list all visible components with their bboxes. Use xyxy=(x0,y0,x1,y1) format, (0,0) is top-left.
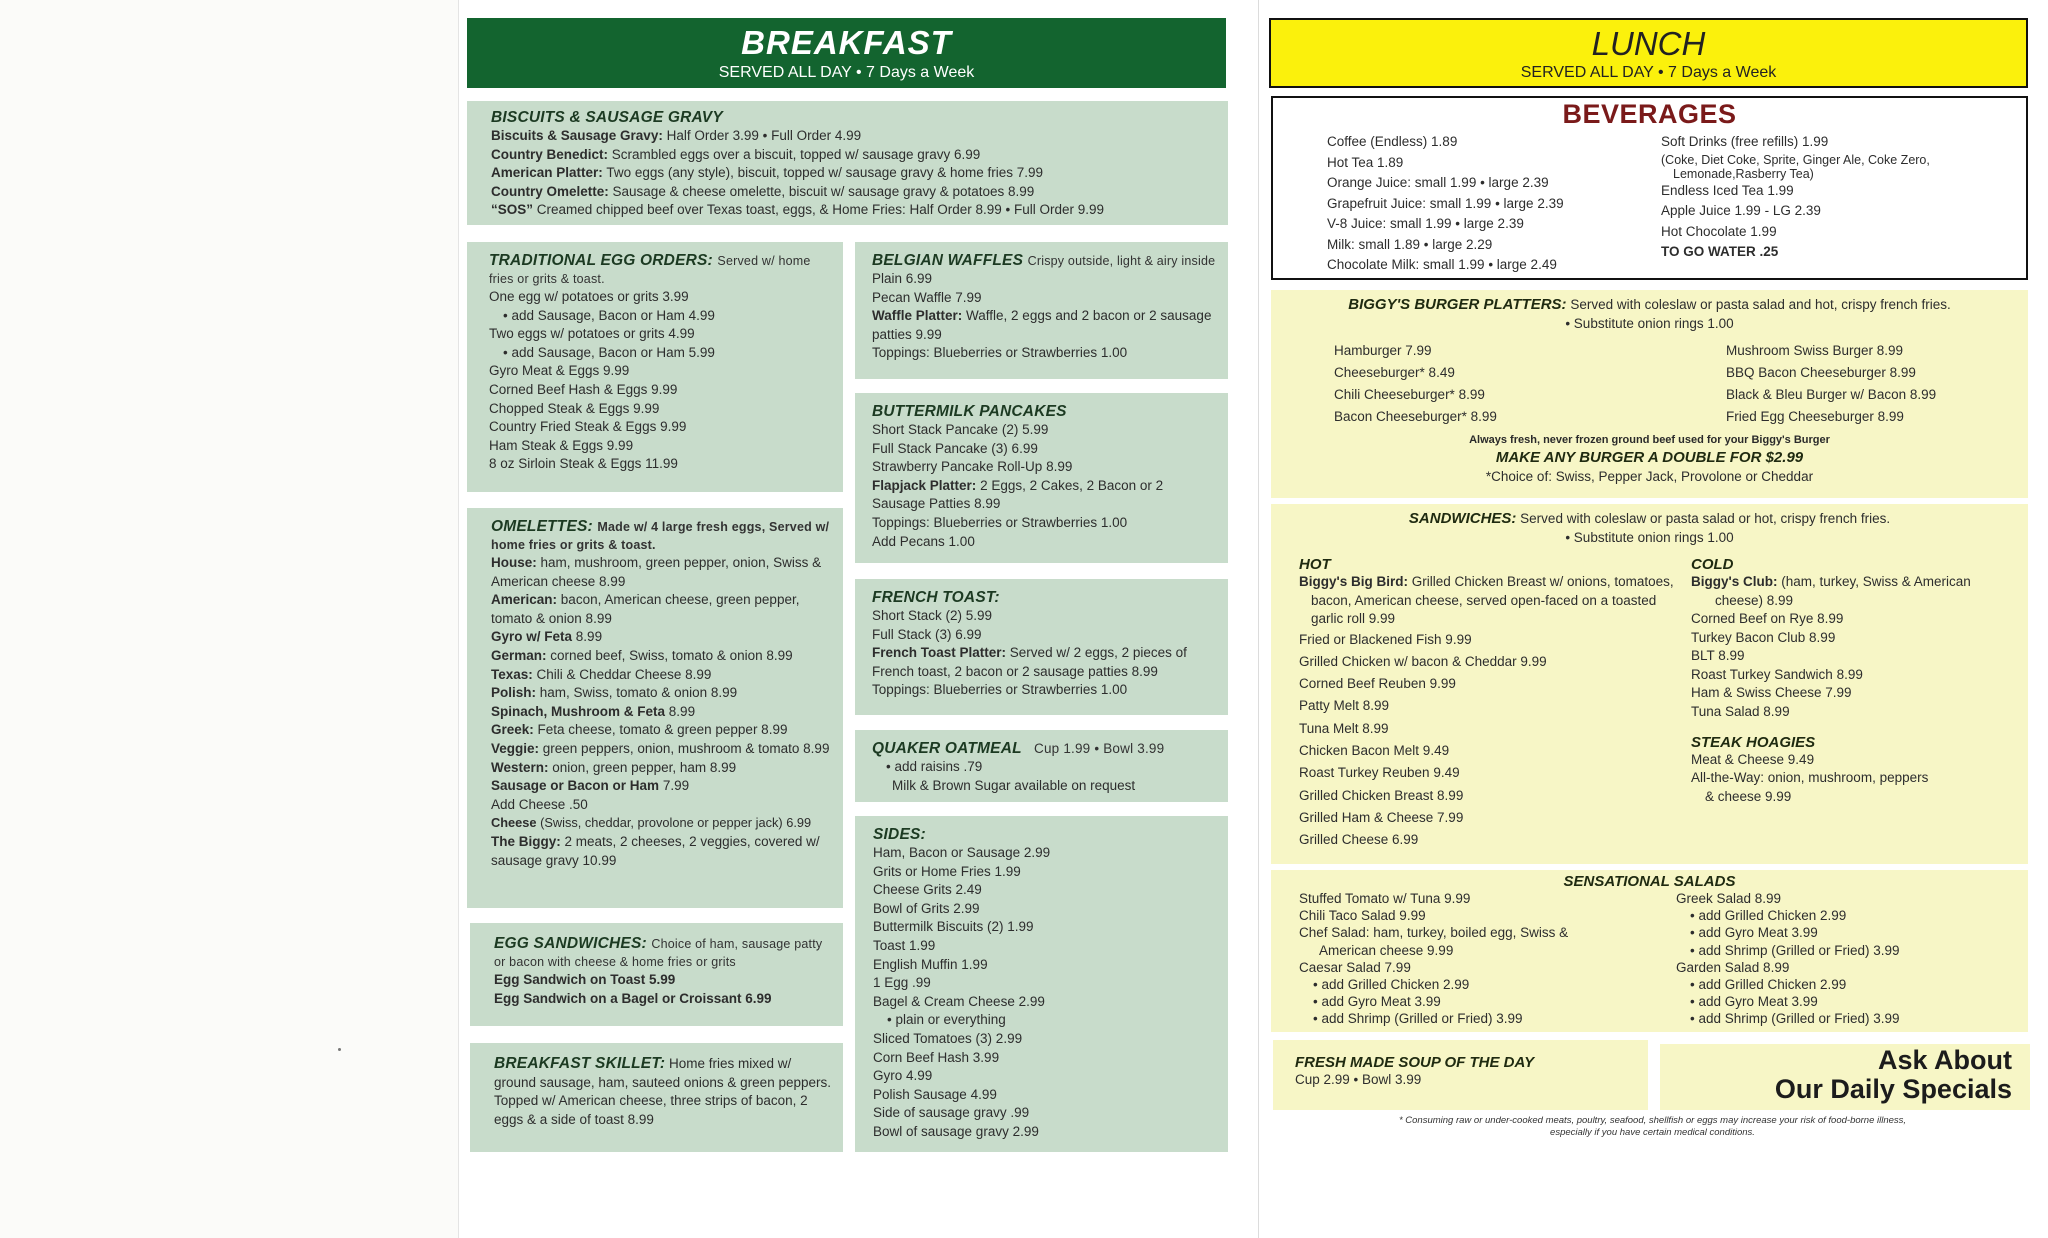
waffles-panel xyxy=(855,242,1228,379)
menu-item: Roast Turkey Reuben 9.49 xyxy=(1299,765,1460,781)
burgers-panel xyxy=(1271,290,2028,498)
burgers-double: MAKE ANY BURGER A DOUBLE FOR $2.99 xyxy=(1495,449,1804,466)
menu-item: BLT 8.99 xyxy=(1691,648,1745,664)
menu-item: Cheese Grits 2.49 xyxy=(873,882,982,898)
gravy-panel xyxy=(467,101,1228,225)
menu-item: Bowl of Grits 2.99 xyxy=(873,900,980,916)
menu-item: • plain or everything xyxy=(887,1012,1006,1028)
menu-item: Soft Drinks (free refills) 1.99 xyxy=(1661,134,1829,149)
sandwiches-hot xyxy=(1299,556,1679,851)
menu-item: English Muffin 1.99 xyxy=(873,956,988,972)
burgers-right xyxy=(1726,340,1936,428)
menu-item: Chili Cheeseburger* 8.99 xyxy=(1334,387,1485,402)
menu-item: Sausage or Bacon or Ham 7.99 xyxy=(491,778,690,794)
menu-item: Grilled Chicken w/ bacon & Cheddar 9.99 xyxy=(1299,653,1547,669)
menu-item: • add Gyro Meat 3.99 xyxy=(1690,994,1818,1010)
menu-item: German: corned beef, Swiss, tomato & onion 8.99 xyxy=(491,647,793,663)
menu-item: Cheese (Swiss, cheddar, provolone or pepper jack) 6.99 xyxy=(491,815,812,831)
menu-item: Western: onion, green pepper, ham 8.99 xyxy=(491,759,737,775)
hoagies-title: STEAK HOAGIES xyxy=(1691,733,1816,751)
menu-item: Cheeseburger* 8.49 xyxy=(1334,365,1455,380)
salads-right xyxy=(1676,890,1900,1028)
menu-item: Gyro w/ Feta 8.99 xyxy=(491,629,603,645)
menu-item: Waffle Platter: Waffle, 2 eggs and 2 bacon or 2 sausage patties 9.99 xyxy=(872,308,1212,342)
beverages-right xyxy=(1661,132,2001,263)
menu-item: • add Grilled Chicken 2.99 xyxy=(1690,977,1847,993)
menu-item: The Biggy: 2 meats, 2 cheeses, 2 veggies, covered w/ sausage gravy 10.99 xyxy=(491,833,820,868)
menu-item: • add Shrimp (Grilled or Fried) 3.99 xyxy=(1690,1011,1900,1027)
menu-item: • add Shrimp (Grilled or Fried) 3.99 xyxy=(1313,1011,1523,1027)
omelettes-panel xyxy=(467,508,843,908)
burgers-footer xyxy=(1271,432,2028,487)
menu-item: Grits or Home Fries 1.99 xyxy=(873,863,1021,879)
menu-item: • add raisins .79 xyxy=(886,759,983,774)
menu-item: Toppings: Blueberries or Strawberries 1.00 xyxy=(872,514,1128,530)
menu-item: Add Cheese .50 xyxy=(491,796,588,812)
menu-item: Country Benedict: Scrambled eggs over a biscuit, topped w/ sausage gravy 6.99 xyxy=(491,146,981,162)
waffles-title: BELGIAN WAFFLES Crispy outside, light & airy inside xyxy=(872,252,1216,269)
sandwiches-cold xyxy=(1691,556,2021,806)
menu-item: Milk: small 1.89 • large 2.29 xyxy=(1327,236,1493,252)
skillet-text: BREAKFAST SKILLET: Home fries mixed w/ ground sausage, ham, sauteed onions & green peppers. Topped w/ American cheese, three strips of bacon, 2 eggs & a side of toast 8.99 xyxy=(494,1055,831,1127)
menu-item: Texas: Chili & Cheddar Cheese 8.99 xyxy=(491,666,712,682)
burgers-heading: BIGGY'S BURGER PLATTERS: Served with coleslaw or pasta salad and hot, crispy french fries. • Substitute onion rings 1.00 xyxy=(1271,290,2028,333)
menu-item: Caesar Salad 7.99 xyxy=(1299,959,1411,975)
menu-item: • add Gyro Meat 3.99 xyxy=(1313,994,1441,1010)
menu-item: Side of sausage gravy .99 xyxy=(873,1105,1030,1121)
oatmeal-title: QUAKER OATMEAL Cup 1.99 • Bowl 3.99 xyxy=(872,740,1165,757)
menu-item: Biggy's Club: (ham, turkey, Swiss & American cheese) 8.99 xyxy=(1691,574,1971,608)
specials-line1: Ask About xyxy=(1878,1045,2012,1075)
menu-item: Chef Salad: ham, turkey, boiled egg, Swiss & xyxy=(1299,925,1569,941)
egg-sandwiches-title: EGG SANDWICHES: Choice of ham, sausage patty or bacon with cheese & home fries or grits xyxy=(494,935,823,969)
menu-item: French Toast Platter: Served w/ 2 eggs, 2 pieces of French toast, 2 bacon or 2 sausage patties 8.99 xyxy=(872,645,1187,679)
menu-item: Hot Chocolate 1.99 xyxy=(1661,223,1777,239)
beverages-title: BEVERAGES xyxy=(1562,99,1737,129)
soup-title: FRESH MADE SOUP OF THE DAY xyxy=(1295,1054,1535,1071)
menu-item: American Platter: Two eggs (any style), biscuit, topped w/ sausage gravy & home fries 7.99 xyxy=(491,165,1044,181)
menu-item: Spinach, Mushroom & Feta 8.99 xyxy=(491,703,696,719)
menu-item: • add Sausage, Bacon or Ham 4.99 xyxy=(503,307,715,323)
menu-item: Grilled Ham & Cheese 7.99 xyxy=(1299,809,1464,825)
menu-item: Short Stack (2) 5.99 xyxy=(872,608,993,623)
menu-item: Egg Sandwich on Toast 5.99 xyxy=(494,972,676,987)
menu-item: Tuna Melt 8.99 xyxy=(1299,720,1389,736)
salads-panel xyxy=(1271,870,2028,1032)
menu-item: Patty Melt 8.99 xyxy=(1299,698,1390,714)
beverages-left xyxy=(1327,132,1564,276)
specials-panel xyxy=(1660,1044,2030,1110)
hot-title: HOT xyxy=(1299,556,1331,573)
menu-item: Two eggs w/ potatoes or grits 4.99 xyxy=(489,326,695,342)
menu-item: Flapjack Platter: 2 Eggs, 2 Cakes, 2 Bacon or 2 Sausage Patties 8.99 xyxy=(872,477,1164,512)
menu-item: Gyro Meat & Eggs 9.99 xyxy=(489,363,630,379)
menu-item: • add Sausage, Bacon or Ham 5.99 xyxy=(503,344,715,360)
menu-item: Chocolate Milk: small 1.99 • large 2.49 xyxy=(1327,257,1557,272)
menu-item: Corned Beef Reuben 9.99 xyxy=(1299,676,1456,692)
french-toast-panel xyxy=(855,579,1228,715)
menu-item: Grilled Cheese 6.99 xyxy=(1299,832,1419,848)
salads-title: SENSATIONAL SALADS xyxy=(1563,873,1736,890)
menu-item: Hot Tea 1.89 xyxy=(1327,154,1404,170)
menu-item: 8 oz Sirloin Steak & Eggs 11.99 xyxy=(489,456,678,472)
menu-item: Biggy's Big Bird: Grilled Chicken Breast w/ onions, tomatoes, bacon, American cheese, served open-faced on a toasted garlic roll 9.99 xyxy=(1299,574,1674,626)
cold-title: COLD xyxy=(1691,556,1734,573)
menu-item: Bowl of sausage gravy 2.99 xyxy=(873,1123,1039,1139)
egg-orders-title: TRADITIONAL EGG ORDERS: Served w/ home fries or grits & toast. xyxy=(489,252,811,286)
menu-item: Short Stack Pancake (2) 5.99 xyxy=(872,422,1049,437)
pancakes-title: BUTTERMILK PANCAKES xyxy=(872,403,1067,420)
speck xyxy=(338,1048,341,1051)
breakfast-title: BREAKFAST xyxy=(741,24,952,61)
sides-title: SIDES: xyxy=(873,826,926,843)
french-toast-title: FRENCH TOAST: xyxy=(872,589,1000,606)
menu-item: Gyro 4.99 xyxy=(873,1068,933,1084)
menu-item: Add Pecans 1.00 xyxy=(872,533,975,549)
menu-item: Chili Taco Salad 9.99 xyxy=(1299,908,1426,924)
breakfast-header xyxy=(467,18,1226,88)
menu-item: Corned Beef on Rye 8.99 xyxy=(1691,611,1844,626)
menu-item: Country Omelette: Sausage & cheese omelette, biscuit w/ sausage gravy & potatoes 8.99 xyxy=(491,183,1035,199)
menu-item: Grilled Chicken Breast 8.99 xyxy=(1299,787,1464,803)
menu-item: Garden Salad 8.99 xyxy=(1676,959,1790,975)
menu-item: Hamburger 7.99 xyxy=(1334,343,1432,358)
disclaimer-line2: especially if you have certain medical conditions. xyxy=(1550,1127,1755,1138)
burgers-choice: *Choice of: Swiss, Pepper Jack, Provolone or Cheddar xyxy=(1485,469,1814,484)
soup-panel xyxy=(1273,1040,1648,1110)
menu-item: Polish: ham, Swiss, tomato & onion 8.99 xyxy=(491,685,738,701)
menu-item: Fried or Blackened Fish 9.99 xyxy=(1299,631,1472,647)
menu-item: Sliced Tomatoes (3) 2.99 xyxy=(873,1030,1023,1046)
menu-item: Coffee (Endless) 1.89 xyxy=(1327,134,1458,149)
oatmeal-panel xyxy=(855,730,1228,802)
menu-item: House: ham, mushroom, green pepper, onion, Swiss & American cheese 8.99 xyxy=(491,555,822,589)
specials-line2: Our Daily Specials xyxy=(1774,1074,2012,1104)
egg-sandwiches-panel xyxy=(470,923,843,1026)
egg-orders-panel xyxy=(467,242,843,492)
burgers-left xyxy=(1334,340,1497,428)
pancakes-panel xyxy=(855,393,1228,563)
menu-item: Buttermilk Biscuits (2) 1.99 xyxy=(873,919,1034,935)
menu-item: Orange Juice: small 1.99 • large 2.39 xyxy=(1327,175,1549,190)
menu-item: All-the-Way: onion, mushroom, peppers xyxy=(1691,770,1929,786)
menu-item: Chicken Bacon Melt 9.49 xyxy=(1299,742,1450,758)
menu-item: American: bacon, American cheese, green pepper, tomato & onion 8.99 xyxy=(491,592,800,626)
menu-item: V-8 Juice: small 1.99 • large 2.39 xyxy=(1327,216,1524,231)
sandwiches-sub: • Substitute onion rings 1.00 xyxy=(1565,529,1734,545)
menu-item: Veggie: green peppers, onion, mushroom & tomato 8.99 xyxy=(491,740,830,756)
menu-item: Strawberry Pancake Roll-Up 8.99 xyxy=(872,459,1073,475)
omelettes-title: OMELETTES: Made w/ 4 large fresh eggs, Served w/ home fries or grits & toast. xyxy=(491,518,830,552)
menu-item: Apple Juice 1.99 - LG 2.39 xyxy=(1661,203,1821,218)
menu-item: Toppings: Blueberries or Strawberries 1.00 xyxy=(872,345,1128,361)
menu-item: Grapefruit Juice: small 1.99 • large 2.39 xyxy=(1327,195,1564,211)
menu-item: • add Grilled Chicken 2.99 xyxy=(1313,977,1470,993)
menu-note: (Coke, Diet Coke, Sprite, Ginger Ale, Coke Zero, Lemonade,Rasberry Tea) xyxy=(1661,152,1930,181)
menu-item: Ham & Swiss Cheese 7.99 xyxy=(1691,685,1852,701)
burgers-fresh: Always fresh, never frozen ground beef used for your Biggy's Burger xyxy=(1469,434,1830,446)
burgers-sub: • Substitute onion rings 1.00 xyxy=(1565,315,1734,331)
menu-item: One egg w/ potatoes or grits 3.99 xyxy=(489,289,689,304)
menu-item: Milk & Brown Sugar available on request xyxy=(892,777,1136,793)
menu-item: Bacon Cheeseburger* 8.99 xyxy=(1334,409,1497,424)
menu-item: Meat & Cheese 9.49 xyxy=(1691,751,1815,767)
menu-item: Polish Sausage 4.99 xyxy=(873,1086,997,1102)
menu-item: & cheese 9.99 xyxy=(1705,788,1792,804)
lunch-title: LUNCH xyxy=(1591,25,1706,62)
beverages-box xyxy=(1271,96,2028,280)
menu-item: Corn Beef Hash 3.99 xyxy=(873,1049,1000,1065)
menu-item: Full Stack Pancake (3) 6.99 xyxy=(872,440,1038,456)
disclaimer xyxy=(1280,1115,2025,1139)
menu-item: Mushroom Swiss Burger 8.99 xyxy=(1726,343,1904,358)
menu-item: Country Fried Steak & Eggs 9.99 xyxy=(489,419,687,435)
menu-item: 1 Egg .99 xyxy=(873,975,931,991)
menu-item: Endless Iced Tea 1.99 xyxy=(1661,182,1794,198)
disclaimer-line1: * Consuming raw or under-cooked meats, poultry, seafood, shellfish or eggs may increase your risk of food-borne illness, xyxy=(1398,1115,1907,1126)
sides-panel xyxy=(855,816,1228,1152)
lunch-subtitle: SERVED ALL DAY • 7 Days a Week xyxy=(1520,64,1777,81)
menu-item: American cheese 9.99 xyxy=(1319,942,1454,958)
menu-item: TO GO WATER .25 xyxy=(1661,244,1779,259)
menu-item: Bagel & Cream Cheese 2.99 xyxy=(873,993,1045,1009)
soup-price: Cup 2.99 • Bowl 3.99 xyxy=(1295,1072,1422,1087)
menu-item: Pecan Waffle 7.99 xyxy=(872,289,982,305)
sandwiches-heading: SANDWICHES: Served with coleslaw or pasta salad or hot, crispy french fries. • Substitute onion rings 1.00 xyxy=(1271,504,2028,547)
menu-item: Toast 1.99 xyxy=(873,937,936,953)
menu-item: Turkey Bacon Club 8.99 xyxy=(1691,629,1836,645)
gravy-title: BISCUITS & SAUSAGE GRAVY xyxy=(491,109,723,126)
menu-item: Ham Steak & Eggs 9.99 xyxy=(489,437,634,453)
skillet-panel xyxy=(470,1043,843,1152)
salads-left xyxy=(1299,890,1568,1028)
menu-item: Roast Turkey Sandwich 8.99 xyxy=(1691,666,1863,682)
menu-item: • add Gyro Meat 3.99 xyxy=(1690,925,1818,941)
menu-item: Ham, Bacon or Sausage 2.99 xyxy=(873,845,1051,860)
menu-item: Stuffed Tomato w/ Tuna 9.99 xyxy=(1299,891,1471,906)
menu-item: Biscuits & Sausage Gravy: Half Order 3.99 • Full Order 4.99 xyxy=(491,128,862,143)
menu-item: Greek: Feta cheese, tomato & green pepper 8.99 xyxy=(491,722,788,738)
menu-item: Fried Egg Cheeseburger 8.99 xyxy=(1726,409,1904,424)
menu-item: Chopped Steak & Eggs 9.99 xyxy=(489,400,660,416)
sandwiches-panel xyxy=(1271,504,2028,864)
menu-item: Greek Salad 8.99 xyxy=(1676,891,1782,906)
lunch-header xyxy=(1269,18,2028,88)
menu-item: Black & Bleu Burger w/ Bacon 8.99 xyxy=(1726,387,1937,402)
menu-item: Full Stack (3) 6.99 xyxy=(872,626,982,642)
menu-item: Corned Beef Hash & Eggs 9.99 xyxy=(489,381,678,397)
menu-item: Plain 6.99 xyxy=(872,271,933,286)
breakfast-subtitle: SERVED ALL DAY • 7 Days a Week xyxy=(718,64,975,81)
menu-item: Toppings: Blueberries or Strawberries 1.00 xyxy=(872,682,1128,698)
menu-item: Egg Sandwich on a Bagel or Croissant 6.99 xyxy=(494,990,772,1006)
menu-item: • add Shrimp (Grilled or Fried) 3.99 xyxy=(1690,942,1900,958)
menu-item: • add Grilled Chicken 2.99 xyxy=(1690,908,1847,924)
menu-item: BBQ Bacon Cheeseburger 8.99 xyxy=(1726,365,1916,380)
menu-item: “SOS” Creamed chipped beef over Texas toast, eggs, & Home Fries: Half Order 8.99 • Full Order 9.99 xyxy=(491,202,1105,218)
menu-item: Tuna Salad 8.99 xyxy=(1691,703,1790,719)
